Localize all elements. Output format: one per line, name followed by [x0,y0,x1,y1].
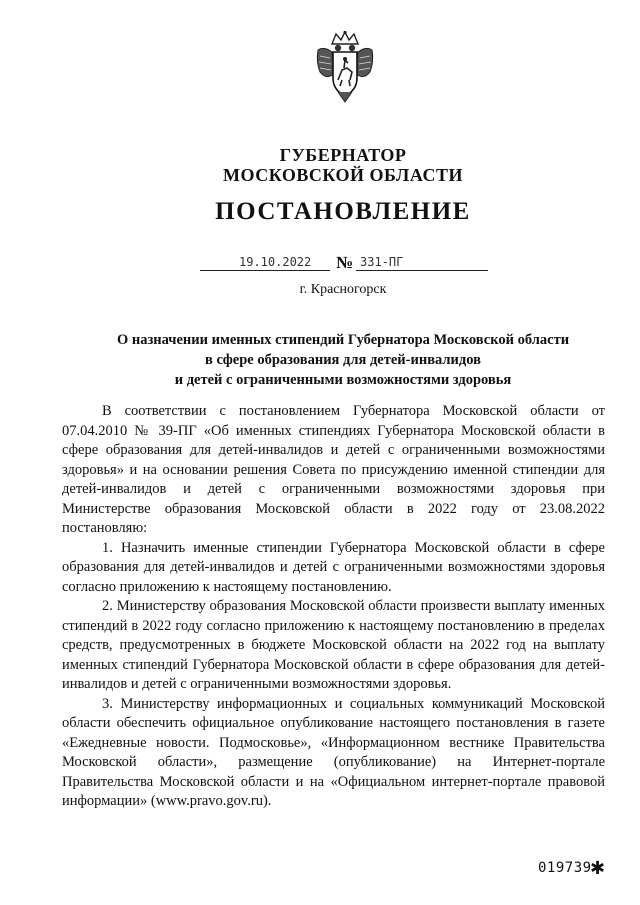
document-title-line3: и детей с ограниченными возможностями здоровья [174,372,512,388]
authority-title-line2: МОСКОВСКОЙ ОБЛАСТИ [223,165,463,185]
coat-of-arms-icon [314,30,376,104]
serial-number: 019739 [538,860,592,876]
document-city: г. Красногорск [299,282,387,297]
clause-2: 2. Министерству образования Московской области произвести выплату именных стипендий в 2022 году согласно приложению к настоящему постановлению в пределах средств, предусмотренных в бюджете Московской области на 2022 год на выплату именных стипендий Губернатора Московской области в сфере образования для детей-инвалидов и детей с ограниченными возможностями здоровья. [62,598,605,692]
document-title-line1: О назначении именных стипендий Губернатора Московской области [116,332,570,348]
clause-1: 1. Назначить именные стипендии Губернатора Московской области в сфере образования для детей-инвалидов и детей с ограниченными возможностями здоровья согласно приложению к настоящему постановлению. [62,539,605,595]
clause-3: 3. Министерству информационных и социальных коммуникаций Московской области обеспечить официальное опубликование настоящего постановления в газете «Ежедневные новости. Подмосковье», «Информационном вестнике Правительства Московской области», размещение (опубликование) на Интернет-портале Правительства Московской области и на «Официальном интернет-портале правовой информации» (www.pravo.gov.ru). [62,695,605,809]
number-sign: № [336,253,354,272]
document-number: 331-ПГ [360,255,404,269]
date-underline [200,270,330,271]
number-underline [356,270,488,271]
document-type-heading: ПОСТАНОВЛЕНИЕ [215,198,471,225]
asterisk-mark: ✱ [590,858,606,878]
document-title-line2: в сфере образования для детей-инвалидов [205,352,481,368]
document-body [62,402,605,812]
document-date: 19.10.2022 [239,255,312,269]
document-title [60,330,626,390]
intro-paragraph: В соответствии с постановлением Губернатора Московской области от 07.04.2010 № 39-ПГ «Об именных стипендиях Губернатора Московской области в сфере образования для детей-инвалидов и детей с ограниченными возможностями здоровья» и на основании решения Совета по присуждению именной стипендии для детей-инвалидов и детей с ограниченными возможностями здоровья при Министерстве образования Московской области в 2022 году от 23.08.2022 постановляю: [62,403,605,536]
authority-title-line1: ГУБЕРНАТОР [279,145,407,165]
